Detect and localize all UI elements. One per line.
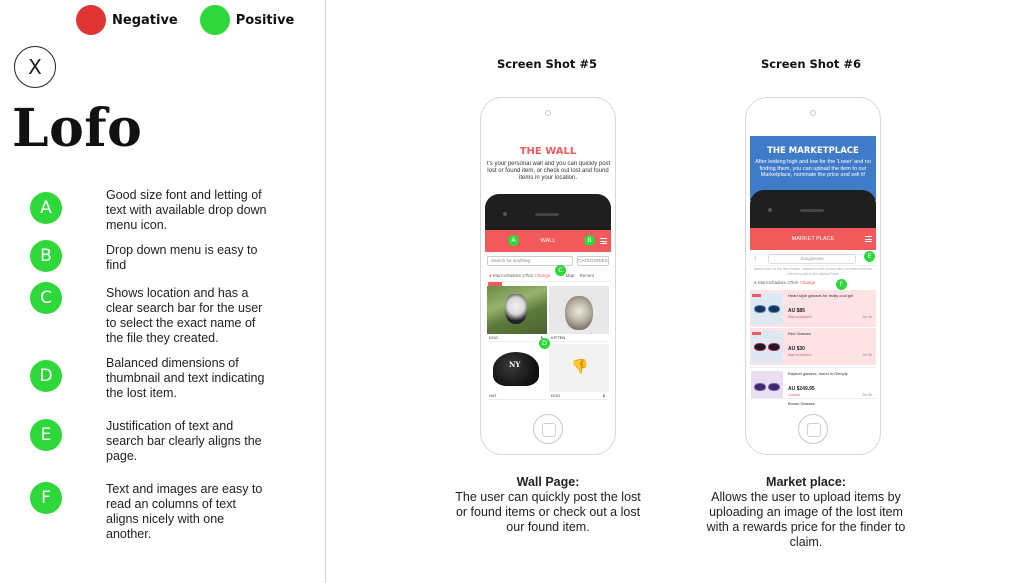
wall-item-label: KITTEN [549,334,609,342]
hat-thumbnail [487,344,547,392]
marketplace-banner-title: THE MARKETPLACE [767,146,859,156]
sale-tag [752,294,761,297]
marketplace-caption [706,475,906,550]
highlight-c: C [555,265,566,276]
note-b [30,243,280,273]
marketplace-banner-line: Marketplace, nominate the price and sell it! [760,172,866,178]
badge-e: E [30,419,62,451]
wall-screen [485,136,611,408]
shot6-title: Screen Shot #6 [760,57,862,71]
wall-item[interactable] [549,344,609,400]
marketplace-banner-text [750,159,876,179]
wall-promo-line: items in your location. [518,175,578,181]
recent-link[interactable]: Recent [579,273,594,278]
marketplace-note: Make it fair on the item holder, marked by the person who lost them and has offered to sell in the Market Place [754,267,872,276]
item-city: Marrochadore [788,353,812,357]
badge-b: B [30,240,62,272]
note-c [30,286,280,346]
location-change[interactable]: Change [534,273,551,278]
shot5-title: Screen Shot #5 [496,57,598,71]
marketplace-caption-title: Market place: [766,475,846,489]
wall-item[interactable] [487,286,547,342]
item-name: Red Glasses [788,331,811,336]
phone-home-button [798,414,828,444]
location-name: Marrochadore [757,280,786,285]
location-change[interactable]: Change [799,280,816,285]
phone-speaker [810,110,816,116]
item-price: AU $85 [788,308,805,314]
kitten-thumbnail [549,286,609,334]
glasses-thumbnail [751,331,783,363]
badge-c: C [30,282,62,314]
wall-item-label: HAT [487,392,547,400]
dog-thumbnail [487,286,547,334]
badge-d: D [30,360,62,392]
marketplace-search-row [750,252,876,266]
negative-label: Negative [112,12,178,28]
wall-promo-line: lost or found item, or check out lost and found [487,168,609,174]
menu-icon[interactable] [600,238,607,244]
item-time: 5d 3h [862,353,872,357]
wall-search-input[interactable]: Search for anything [487,256,573,266]
note-text-c: Shows location and has a clear search bar for the user to select the exact name of the file they created. [106,286,263,345]
categories-button[interactable]: CATEGORIES [577,256,609,266]
legend [76,5,316,35]
highlight-f: F [836,279,847,290]
highlight-d: D [539,338,550,349]
badge-f: F [30,482,62,514]
menu-icon[interactable] [865,236,872,242]
note-f [30,482,280,542]
glasses-thumbnail [751,293,783,325]
note-text-d: Balanced dimensions of thumbnail and text indicating the lost item. [106,356,265,400]
wall-promo-text [485,161,611,182]
wall-search-row [485,254,611,268]
sale-tag [752,332,761,335]
location-name: Marrochadore [492,273,521,278]
wall-location-row [485,270,611,282]
marketplace-item[interactable] [750,328,876,366]
map-link[interactable]: Map [565,273,575,278]
inner-camera [503,212,507,216]
marketplace-banner-line: After looking high and low for the 'Loser' and no [755,159,871,165]
note-text-a: Good size font and letting of text with available drop down menu icon. [106,188,267,232]
positive-dot [200,5,230,35]
wall-promo-title: THE WALL [519,146,577,157]
marketplace-location-row [750,278,876,288]
marketplace-caption-text: Allows the user to upload items by uploading an image of the lost item with a rewards price for the finder to claim. [706,490,906,549]
wall-item-label: DOG $ [549,392,609,400]
wall-caption-title: Wall Page: [516,475,580,489]
wall-header-title: WALL [540,238,556,244]
lens [754,305,766,313]
item-name: Rayban glasses, found in Glenply [788,371,848,376]
note-d [30,356,280,401]
note-text-f: Text and images are easy to read an columns of text aligns nicely with one another. [106,482,263,541]
inner-camera [768,208,772,212]
marketplace-header-title: MARKET PLACE [791,236,835,242]
item-price: AU $249.95 [788,386,815,392]
app-title: Lofo [12,98,143,159]
wall-promo-line: t's your personal wall and you can quickly post [487,161,611,167]
highlight-a: A [508,235,519,246]
wall-item[interactable] [487,344,547,400]
inner-speaker [535,213,559,216]
marketplace-item[interactable] [750,398,876,408]
phone-home-button [533,414,563,444]
highlight-b: B [584,235,595,246]
location-pin-icon: ● [754,280,757,285]
column-divider [325,0,326,583]
badge-a: A [30,192,62,224]
item-time: 5d 3h [862,393,872,397]
item-name: Heart style glasses for really cool girl [788,293,854,298]
highlight-e: E [864,251,875,262]
inner-phone-top [750,190,876,230]
note-text-b: Drop down menu is easy to find [106,243,258,272]
wall-caption-text: The user can quickly post the lost or found items or check out a lost our found item. [455,490,641,534]
note-text-e: Justification of text and search bar clearly aligns the page. [106,419,262,463]
inner-speaker [800,209,824,212]
phone-speaker [545,110,551,116]
item-city: Marrochadore [788,315,812,319]
lens [768,383,780,391]
marketplace-search-input[interactable]: Sunglasses [768,254,856,264]
item-time: 5d 4h [862,315,872,319]
phone-wall [480,97,616,455]
location-pin-icon: ● [489,273,492,278]
thumbs-down-icon [549,344,609,392]
back-arrow-icon[interactable]: ‹ [754,253,757,262]
marketplace-screen [750,136,876,408]
wall-item-label: DOG [487,334,547,342]
positive-label: Positive [235,12,295,28]
marketplace-banner-line: finding them, you can upload the item to our [759,165,867,172]
item-city: Caloun [788,393,801,397]
lens [754,383,766,391]
item-price: AU $30 [788,346,805,352]
lens [768,305,780,313]
lens [768,343,780,351]
inner-phone-top [485,194,611,234]
location-distance: 27km [787,280,799,285]
note-e [30,419,280,464]
wall-caption [448,475,648,535]
phone-marketplace [745,97,881,455]
location-distance: 27km [522,273,534,278]
negative-dot [76,5,106,35]
lens [754,343,766,351]
wall-item[interactable] [549,286,609,342]
close-button[interactable]: X [14,46,56,88]
marketplace-item[interactable] [750,290,876,328]
note-a [30,188,280,233]
item-name: Brown Glasses [788,401,815,406]
marketplace-header [750,228,876,250]
